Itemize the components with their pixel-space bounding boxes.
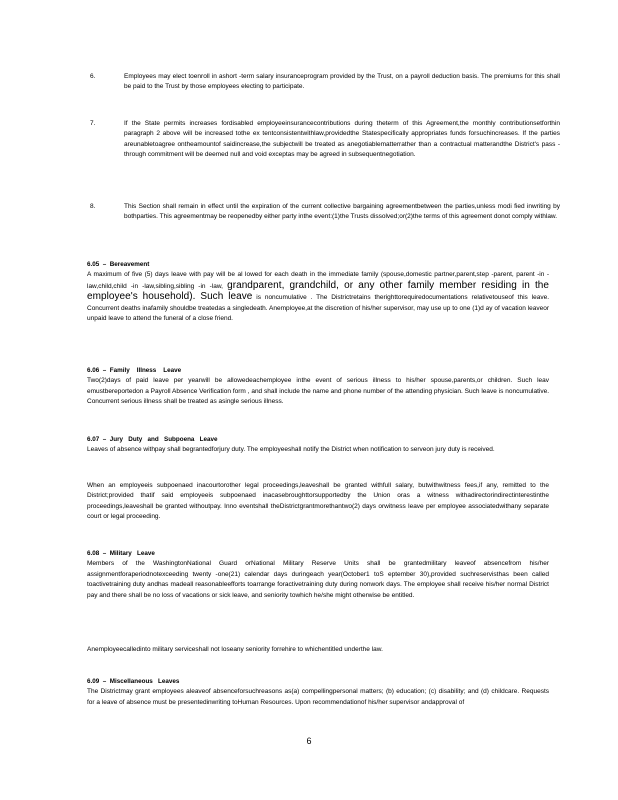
section-military-paragraph (87, 645, 549, 655)
section-text: Leaves of absence withpay shall begrantedforjury duty. The employeeshall notify the District when notification to serveon jury duty is received. (87, 446, 495, 454)
section-bereavement (87, 260, 549, 324)
page-number: 6 (306, 736, 312, 746)
item-text: Employees may elect toenroll in ashort -term salary insuranceprogram provided by the Trust, on a payroll deduction basis. The premiums for this shall be paid to the Trust by those employees electing to participate. (124, 73, 560, 91)
section-miscellaneous-leaves (87, 677, 549, 708)
list-item-6 (90, 72, 560, 93)
item-number: 8. (90, 203, 96, 210)
section-text (87, 270, 549, 324)
section-text: Anemployeecalledinto military serviceshall not loseany seniority forrehire to whichentitled underthe law. (87, 646, 383, 653)
section-text: The Districtmay grant employees aleaveof absenceforsuchreasons as(a) compellingpersonal matters; (b) education; (c) disability; and (d) childcare. Requests for a leave of absence must be presentedinwriting toHuman Resources. Upon recommendationof his/her supervisor andapproval of (87, 688, 549, 706)
section-text-large: grandparent, grandchild, or any other family member residing in the employee's household). Such leave (87, 279, 549, 303)
section-family-illness-leave (87, 366, 549, 408)
section-heading: 6.09 – Miscellaneous Leaves (87, 678, 180, 685)
section-heading: 6.06 – Family Illness Leave (87, 367, 182, 374)
item-number: 7. (90, 120, 96, 127)
section-jury-duty-leave (87, 435, 549, 456)
list-item-8 (90, 202, 560, 223)
section-text: Two(2)days of paid leave per yearwill be allowedeachemployee inthe event of serious illness to his/her spouse,parents,or children. Such leav emustbereportedon a Payroll Absence Verification form , and shall include the name and phone number of the attending physician. Such leave is noncumulative. Concurrent serious illness shall be treated as asingle serious illness. (87, 377, 549, 406)
list-item-7 (90, 119, 560, 161)
section-subpoena-paragraph (87, 481, 549, 523)
section-text: Members of the WashingtonNational Guard orNational Military Reserve Units shall be grantedmilitary leaveof absencefrom his/her assignmentforaperiodnotexceeding twenty -one(21) calendar days duringeach year(October1 toS eptember 30),provided suchreservisthas been called toactivetraining duty andhas madeall reasonableefforts toarrange foractivetraining duty during nonwork days. The employee shall receive his/her normal District pay and there shall be no loss of vacations or sick leave, and seniority towhich he/she might otherwise be entitled. (87, 560, 549, 599)
section-text-part-a: A maximum of five (5) days leave with pay will be al lowed for each death in the immediate family (spouse,domestic partner,parent,step -parent, parent -in -law,child,child -in -law,sibling,sibling -in -law, (87, 271, 549, 290)
section-text: When an employeeis subpoenaed inacourtorother legal proceedings,leaveshall be granted withfull salary, butwithwitness fees,if any, remitted to the District;provided thatif said employeeis subpoenaed inacasebroughttorsupportedby the Union oras a witness withadirectorindirectinterestinthe proceedings,leaveshall be granted withoutpay. Inno eventshall theDistrictgrantmorethantwo(2) days orwitness leave per employee associatedwithany separate court or legal proceeding. (87, 482, 549, 521)
item-text: If the State permits increases fordisabled employeeinsurancecontributions during theterm of this Agreement,the monthly contributionsetforthin paragraph 2 above will be increased tothe ex tentconsistentwithlaw,providedthe Statespecifically appropriates funds forsuchincreases. If the parties areunabletoagree ontheamountof saidincrease,the subjectwill be treated as anegotiablematterrather than a contractual matterandthe District's pass -through commitment will be deemed null and void exceptas may be agreed in subsequentnegotiation. (124, 120, 560, 159)
section-heading: 6.08 – Military Leave (87, 550, 155, 557)
section-heading: 6.07 – Jury Duty and Subpoena Leave (87, 436, 218, 443)
section-text-part-b: is noncumulative . The Districtretains therighttorequiredocumentations relativetouseof this leave. Concurrent deaths inafamily shouldbe treatedas a singledeath. Anemployee,at the discretion of his/her supervisor, may use up to one (1)d ay of vacation leaveor unpaid leave to attend the funeral of a close friend. (87, 294, 549, 323)
item-text: This Section shall remain in effect until the expiration of the current collective bargaining agreementbetween the parties,unless modi fied inwriting by bothparties. This agreementmay be reopenedby either party inthe event:(1)the Trusts dissolved;or(2)the terms of this agreement donot comply withlaw. (124, 203, 560, 221)
section-heading: 6.05 – Bereavement (87, 261, 150, 268)
section-military-leave (87, 549, 549, 601)
item-number: 6. (90, 73, 96, 80)
